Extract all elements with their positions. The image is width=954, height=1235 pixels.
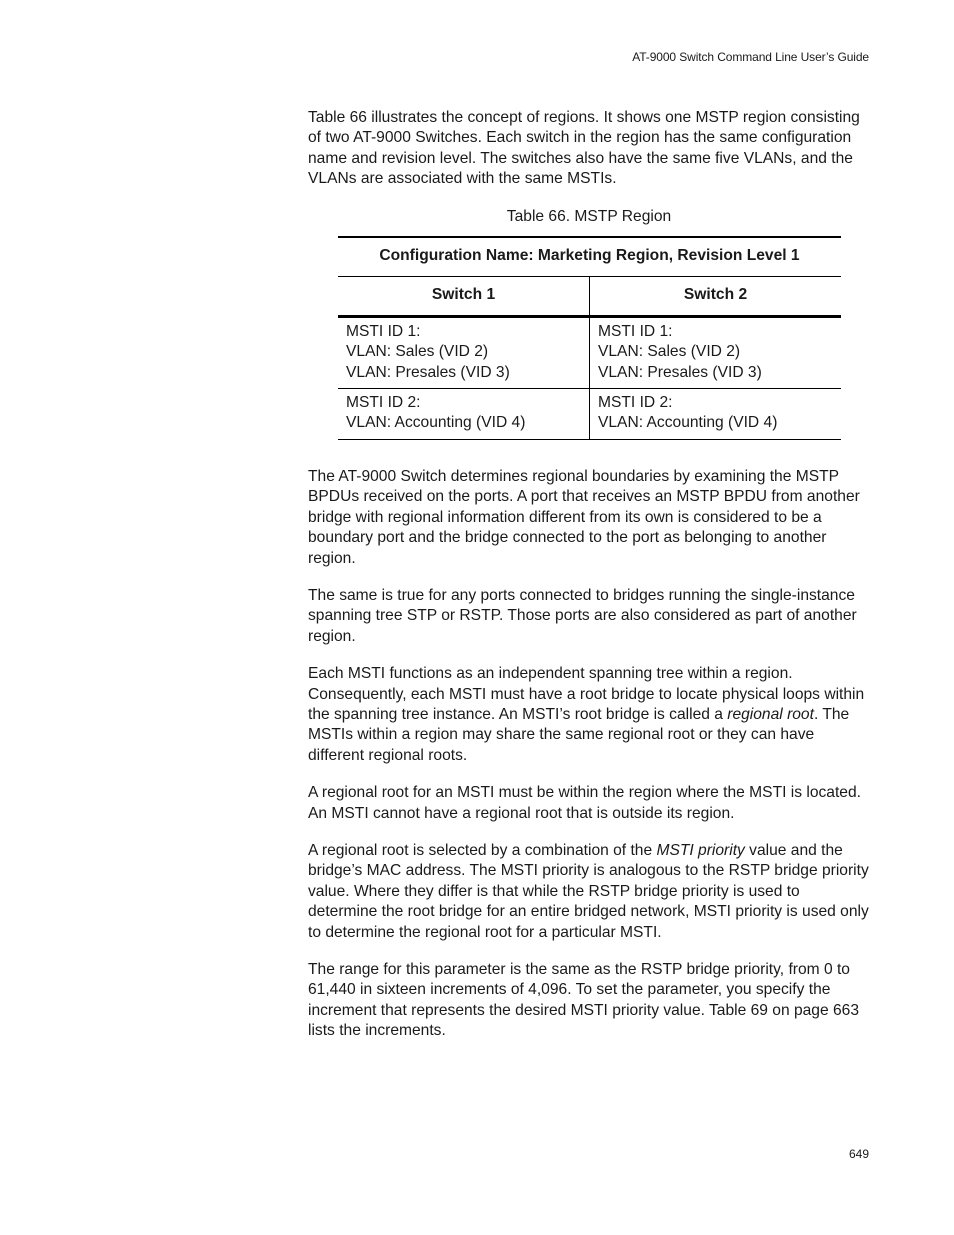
table-cell: [589, 316, 841, 388]
cell-line: MSTI ID 1:: [346, 322, 421, 340]
mstp-region-table: [338, 236, 841, 440]
table-row: [338, 316, 841, 388]
paragraph-regional-root-selection: [308, 841, 870, 943]
paragraph-text: Each MSTI functions as an independent spanning tree within a region. Consequently, each MSTI must have a root bridge to locate physical loops within the spanning tree instance. An MSTI’s root bridge is called a: [308, 665, 865, 723]
cell-line: VLAN: Presales (VID 3): [346, 363, 510, 381]
cell-line: VLAN: Sales (VID 2): [346, 343, 489, 361]
paragraph-single-instance: The same is true for any ports connected to bridges running the single-instance spanning tree STP or RSTP. Those ports are also considered as part of another region.: [308, 586, 857, 645]
table-cell: [338, 389, 589, 440]
cell-line: MSTI ID 1:: [597, 322, 673, 340]
page-number: 649: [848, 1147, 869, 1161]
emphasized-term: regional root: [727, 705, 814, 723]
paragraph-text: A regional root is selected by a combination of the: [308, 841, 657, 859]
table-cell: [338, 316, 589, 388]
paragraph-regional-boundaries: The AT-9000 Switch determines regional boundaries by examining the MSTP BPDUs received on the ports. A port that receives an MSTP BPDU from another bridge with regional information different from its own is considered to be a boundary port and the bridge connected to the port as belonging to another region.: [308, 467, 860, 567]
paragraph-parameter-range: The range for this parameter is the same as the RSTP bridge priority, from 0 to 61,440 in sixteen increments of 4,096. To set the parameter, you specify the increment that represents the desired MSTI priority value. Table 69 on page 663 lists the increments.: [308, 961, 860, 1040]
running-header: AT-9000 Switch Command Line User’s Guide: [632, 50, 869, 64]
paragraph-text: value and the bridge’s MAC address. The MSTI priority is analogous to the RSTP bridge priority value. Where they differ is that while the RSTP bridge priority is used to determine the root bridge for an entire bridged network, MSTI priority is used only to determine the regional root for a particular MSTI.: [308, 841, 869, 941]
table-caption: Table 66. MSTP Region: [506, 207, 672, 225]
column-header-switch-1: Switch 1: [338, 277, 589, 316]
paragraph-regional-root-location: A regional root for an MSTI must be within the region where the MSTI is located. An MSTI cannot have a regional root that is outside its region.: [308, 784, 861, 822]
column-header-switch-2: Switch 2: [589, 277, 841, 316]
table-cell: [589, 389, 841, 440]
paragraph-msti-functions: [308, 664, 870, 766]
page-body: [308, 108, 870, 1059]
cell-line: MSTI ID 2:: [597, 394, 673, 412]
intro-paragraph: Table 66 illustrates the concept of regions. It shows one MSTP region consisting of two AT-9000 Switches. Each switch in the region has the same configuration name and revision level. The switches also have the same five VLANs, and the VLANs are associated with the same MSTIs.: [308, 109, 860, 188]
cell-line: MSTI ID 2:: [346, 394, 421, 412]
paragraph-text: . The MSTIs within a region may share the same regional root or they can have different regional roots.: [308, 705, 850, 764]
emphasized-term: MSTI priority: [656, 841, 745, 859]
cell-line: VLAN: Sales (VID 2): [597, 343, 741, 361]
cell-line: VLAN: Accounting (VID 4): [597, 414, 778, 432]
cell-line: VLAN: Accounting (VID 4): [346, 414, 526, 432]
table-title: Configuration Name: Marketing Region, Revision Level 1: [338, 237, 841, 277]
cell-line: VLAN: Presales (VID 3): [597, 363, 762, 381]
table-row: [338, 389, 841, 440]
